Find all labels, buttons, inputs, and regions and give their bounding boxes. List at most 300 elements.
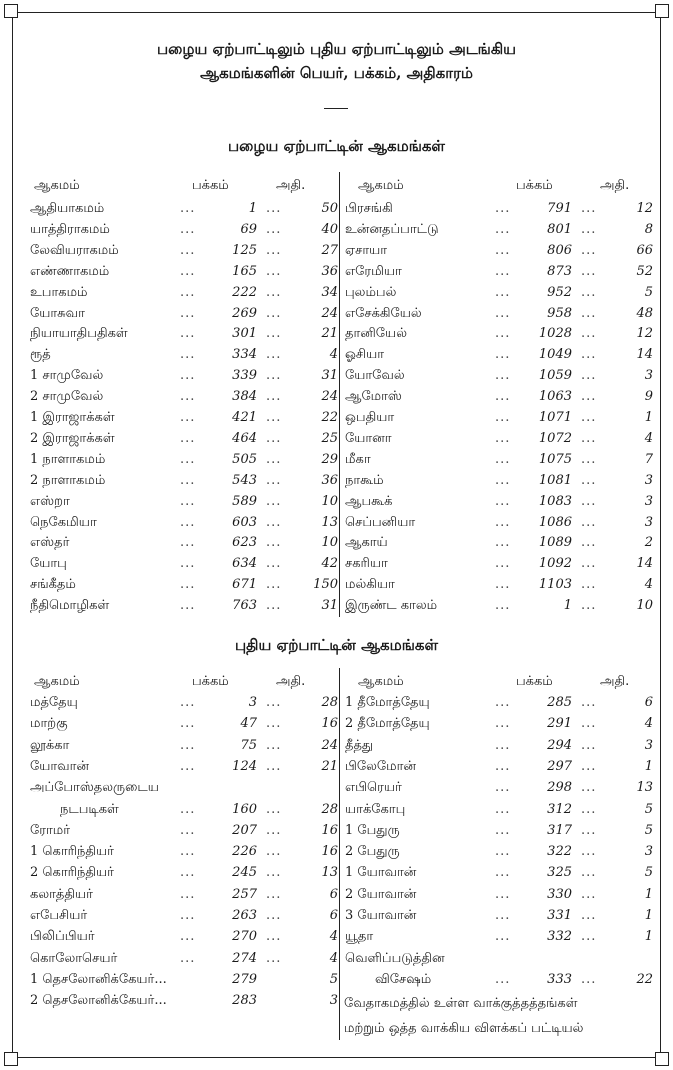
leader-dots: ...: [266, 326, 282, 342]
chapter-count: 1: [644, 886, 653, 902]
table-row: [30, 387, 340, 407]
chapter-count: 52: [636, 263, 653, 279]
leader-dots: ...: [581, 716, 597, 732]
chapter-count: 5: [644, 865, 653, 881]
table-row: [30, 533, 340, 553]
chapter-count: 48: [636, 305, 653, 321]
page-number: 317: [547, 822, 572, 838]
leader-dots: ...: [581, 347, 597, 363]
chapter-count: 27: [321, 242, 338, 258]
leader-dots: ...: [266, 221, 282, 237]
table-row: [30, 408, 340, 428]
leader-dots: ...: [180, 886, 196, 902]
book-name: பிலிப்பியர்: [30, 929, 95, 945]
chapter-count: 40: [321, 221, 338, 237]
leader-dots: ...: [266, 716, 282, 732]
table-row: [30, 949, 340, 969]
page-number: 334: [232, 347, 257, 363]
leader-dots: ...: [266, 758, 282, 774]
header-book: ஆகமம்: [34, 674, 80, 689]
table-row: [345, 821, 655, 841]
leader-dots: ...: [495, 368, 511, 384]
chapter-count: 16: [321, 716, 338, 732]
header-book: ஆகமம்: [358, 674, 404, 689]
book-name: நடபடிகள்: [60, 801, 119, 817]
chapter-count: 3: [644, 368, 653, 384]
leader-dots: ...: [180, 716, 196, 732]
leader-dots: ...: [180, 263, 196, 279]
leader-dots: ...: [266, 472, 282, 488]
table-row: [345, 533, 655, 553]
book-name: 2 இராஜாக்கள்: [30, 430, 115, 446]
page-number: 958: [547, 305, 572, 321]
book-name: ஆதியாகமம்: [30, 201, 105, 216]
table-row: [345, 949, 655, 969]
page-number: 1: [563, 598, 572, 614]
book-name: ஆகாய்: [345, 535, 388, 551]
table-row: [345, 492, 655, 512]
chapter-count: 14: [636, 556, 653, 572]
chapter-count: 3: [644, 472, 653, 488]
book-name: 2 தெசலோனிக்கேயர்...: [30, 993, 167, 1009]
chapter-count: 24: [321, 737, 338, 753]
chapter-count: 29: [321, 451, 338, 467]
header-page: பக்கம்: [192, 178, 229, 193]
leader-dots: ...: [495, 844, 511, 860]
table-row: [345, 283, 655, 303]
leader-dots: ...: [180, 950, 196, 966]
table-row: [30, 693, 340, 713]
page-number: 1028: [538, 326, 572, 342]
page-number: 603: [232, 514, 257, 530]
leader-dots: ...: [495, 556, 511, 572]
chapter-count: 28: [321, 801, 338, 817]
leader-dots: ...: [581, 514, 597, 530]
table-row: [345, 596, 655, 616]
border-corner-top-left: [4, 4, 18, 18]
page-number: 47: [240, 716, 257, 732]
leader-dots: ...: [495, 347, 511, 363]
page-number: 245: [232, 865, 257, 881]
leader-dots: ...: [266, 737, 282, 753]
chapter-count: 3: [644, 844, 653, 860]
leader-dots: ...: [581, 971, 597, 987]
leader-dots: ...: [495, 430, 511, 446]
page-number: 298: [547, 780, 572, 796]
page-number: 806: [547, 242, 572, 258]
page-number: 464: [232, 430, 257, 446]
leader-dots: ...: [581, 758, 597, 774]
page-title-line1: பழைய ஏற்பாட்டிலும் புதிய ஏற்பாட்டிலும் அடங்கிய: [157, 40, 516, 58]
page-number: 1071: [538, 410, 572, 425]
table-header-row: [346, 176, 656, 196]
chapter-count: 22: [321, 410, 338, 425]
chapter-count: 10: [321, 535, 338, 551]
leader-dots: ...: [266, 844, 282, 860]
leader-dots: ...: [495, 263, 511, 279]
book-name: 1 கொரிந்தியர்: [30, 844, 114, 860]
leader-dots: ...: [581, 493, 597, 509]
page-number: 1072: [538, 430, 572, 446]
leader-dots: ...: [581, 844, 597, 860]
leader-dots: ...: [581, 201, 597, 216]
chapter-count: 14: [636, 347, 653, 363]
leader-dots: ...: [180, 389, 196, 405]
leader-dots: ...: [180, 410, 196, 425]
page-number: 505: [232, 451, 257, 467]
leader-dots: ...: [266, 430, 282, 446]
leader-dots: ...: [495, 695, 511, 710]
leader-dots: ...: [581, 695, 597, 710]
page-number: 75: [240, 737, 257, 753]
table-header-row: [346, 672, 656, 692]
chapter-count: 9: [644, 389, 653, 405]
chapter-count: 1: [644, 758, 653, 774]
title-divider: [324, 108, 348, 109]
border-corner-bottom-right: [655, 1052, 669, 1066]
leader-dots: ...: [495, 493, 511, 509]
chapter-count: 150: [313, 577, 338, 593]
table-row: [345, 927, 655, 947]
leader-dots: ...: [495, 221, 511, 237]
leader-dots: ...: [581, 430, 597, 446]
leader-dots: ...: [495, 535, 511, 551]
book-name: எண்ணாகமம்: [30, 263, 110, 279]
chapter-count: 31: [321, 598, 338, 614]
leader-dots: ...: [266, 801, 282, 817]
leader-dots: ...: [266, 598, 282, 614]
chapter-count: 42: [321, 556, 338, 572]
table-row: [30, 262, 340, 282]
page-number: 1049: [538, 347, 572, 363]
page-number: 1: [248, 201, 257, 216]
table-row: [345, 408, 655, 428]
page-number: 283: [232, 993, 257, 1009]
book-name: யாத்திராகமம்: [30, 221, 110, 237]
leader-dots: ...: [266, 556, 282, 572]
table-row: [30, 283, 340, 303]
leader-dots: ...: [581, 780, 597, 796]
book-name: நாகூம்: [345, 472, 384, 488]
book-name: பிலேமோன்: [345, 758, 416, 774]
book-name: நியாயாதிபதிகள்: [30, 326, 128, 342]
leader-dots: ...: [581, 822, 597, 838]
book-name: ஆபகூக்: [345, 493, 393, 509]
leader-dots: ...: [266, 451, 282, 467]
leader-dots: ...: [180, 514, 196, 530]
book-name: 1 தெசலோனிக்கேயர்...: [30, 971, 167, 987]
leader-dots: ...: [495, 780, 511, 796]
chapter-count: 4: [329, 950, 338, 966]
leader-dots: ...: [180, 451, 196, 467]
leader-dots: ...: [495, 758, 511, 774]
page-number: 331: [547, 908, 572, 923]
table-row: [30, 241, 340, 261]
leader-dots: ...: [180, 221, 196, 237]
page-number: 421: [232, 410, 257, 425]
table-row: [30, 714, 340, 734]
leader-dots: ...: [495, 242, 511, 258]
leader-dots: ...: [581, 263, 597, 279]
chapter-count: 10: [321, 493, 338, 509]
book-name: மீகா: [345, 451, 371, 467]
page-number: 3: [248, 695, 257, 710]
leader-dots: ...: [266, 822, 282, 838]
leader-dots: ...: [180, 535, 196, 551]
leader-dots: ...: [581, 865, 597, 881]
leader-dots: ...: [180, 347, 196, 363]
table-row: [345, 906, 655, 926]
table-row: [345, 199, 655, 219]
page-number: 222: [232, 284, 257, 300]
book-name: புலம்பல்: [345, 284, 397, 300]
chapter-count: 21: [321, 758, 338, 774]
leader-dots: ...: [495, 716, 511, 732]
border-corner-top-right: [655, 4, 669, 18]
chapter-count: 16: [321, 844, 338, 860]
chapter-count: 5: [644, 284, 653, 300]
chapter-count: 5: [644, 822, 653, 838]
table-row: [345, 220, 655, 240]
leader-dots: ...: [581, 908, 597, 923]
book-name: யோனா: [345, 430, 392, 446]
book-name: ஓசியா: [345, 347, 385, 363]
table-row: [30, 345, 340, 365]
leader-dots: ...: [180, 284, 196, 300]
page-number: 1063: [538, 389, 572, 405]
leader-dots: ...: [266, 535, 282, 551]
leader-dots: ...: [266, 284, 282, 300]
book-name: 1 தீமோத்தேயு: [345, 695, 430, 710]
leader-dots: ...: [266, 695, 282, 710]
leader-dots: ...: [266, 242, 282, 258]
book-name: எஸ்றா: [30, 493, 70, 509]
chapter-count: 21: [321, 326, 338, 342]
book-name: யோவான்: [30, 758, 90, 774]
chapter-count: 22: [636, 971, 653, 987]
leader-dots: ...: [180, 577, 196, 593]
table-row: [30, 471, 340, 491]
leader-dots: ...: [581, 801, 597, 817]
chapter-count: 7: [644, 451, 653, 467]
table-row: [30, 906, 340, 926]
leader-dots: ...: [180, 368, 196, 384]
page-number: 339: [232, 368, 257, 384]
table-row: [345, 366, 655, 386]
leader-dots: ...: [495, 598, 511, 614]
chapter-count: 3: [644, 493, 653, 509]
leader-dots: ...: [266, 389, 282, 405]
table-row: [30, 554, 340, 574]
table-row: [30, 821, 340, 841]
book-name: எபேசியர்: [30, 908, 88, 923]
page-number: 269: [232, 305, 257, 321]
header-chapter: அதி.: [600, 674, 630, 689]
chapter-count: 13: [321, 514, 338, 530]
page-number: 330: [547, 886, 572, 902]
chapter-count: 13: [636, 780, 653, 796]
leader-dots: ...: [266, 347, 282, 363]
table-row: [30, 450, 340, 470]
chapter-count: 28: [321, 695, 338, 710]
book-name: யோபு: [30, 556, 67, 572]
table-row: [30, 778, 340, 798]
page-number: 285: [547, 695, 572, 710]
table-row: [345, 304, 655, 324]
chapter-count: 50: [321, 201, 338, 216]
table-row: [30, 842, 340, 862]
book-name: கலாத்தியர்: [30, 886, 93, 902]
leader-dots: ...: [495, 451, 511, 467]
leader-dots: ...: [495, 410, 511, 425]
chapter-count: 2: [644, 535, 653, 551]
leader-dots: ...: [495, 822, 511, 838]
page-number: 384: [232, 389, 257, 405]
leader-dots: ...: [266, 201, 282, 216]
leader-dots: ...: [180, 242, 196, 258]
table-row: [30, 492, 340, 512]
leader-dots: ...: [581, 737, 597, 753]
table-header-row: [22, 176, 332, 196]
book-name: நெகேமியா: [30, 514, 97, 530]
leader-dots: ...: [266, 929, 282, 945]
leader-dots: ...: [581, 326, 597, 342]
leader-dots: ...: [495, 737, 511, 753]
header-page: பக்கம்: [516, 674, 553, 689]
page-number: 589: [232, 493, 257, 509]
page-number: 270: [232, 929, 257, 945]
table-row: [30, 991, 340, 1011]
table-row: [345, 387, 655, 407]
book-name: ரூத்: [30, 347, 51, 363]
leader-dots: ...: [180, 472, 196, 488]
book-name: ஏசாயா: [345, 242, 388, 258]
leader-dots: ...: [266, 950, 282, 966]
page-number: 124: [232, 758, 257, 774]
table-row: [30, 596, 340, 616]
table-row: [30, 757, 340, 777]
page-number: 543: [232, 472, 257, 488]
book-name: அப்போஸ்தலருடைய: [30, 780, 159, 796]
book-name: வெளிப்படுத்தின: [345, 950, 445, 966]
chapter-count: 3: [329, 993, 338, 1009]
chapter-count: 66: [636, 242, 653, 258]
leader-dots: ...: [495, 472, 511, 488]
table-row: [30, 199, 340, 219]
page-number: 207: [232, 822, 257, 838]
leader-dots: ...: [581, 929, 597, 945]
chapter-count: 4: [644, 430, 653, 446]
chapter-count: 24: [321, 305, 338, 321]
book-name: உன்னதப்பாட்டு: [345, 221, 439, 237]
header-page: பக்கம்: [192, 674, 229, 689]
book-name: செப்பனியா: [345, 514, 416, 530]
page-number: 332: [547, 929, 572, 945]
leader-dots: ...: [495, 514, 511, 530]
page-number: 312: [547, 801, 572, 817]
book-name: யோவேல்: [345, 368, 405, 384]
leader-dots: ...: [180, 556, 196, 572]
book-name: மத்தேயு: [30, 695, 78, 710]
leader-dots: ...: [180, 305, 196, 321]
page-number: 791: [547, 201, 572, 216]
page-number: 279: [232, 971, 257, 987]
leader-dots: ...: [266, 514, 282, 530]
leader-dots: ...: [495, 801, 511, 817]
book-name: யோசுவா: [30, 305, 85, 321]
book-name: விசேஷம்: [375, 971, 432, 987]
leader-dots: ...: [581, 305, 597, 321]
leader-dots: ...: [581, 472, 597, 488]
chapter-count: 36: [321, 263, 338, 279]
page-number: 1081: [538, 472, 572, 488]
book-name: எஸ்தர்: [30, 535, 70, 551]
page-number: 69: [240, 221, 257, 237]
page-number: 322: [547, 844, 572, 860]
page-number: 1075: [538, 451, 572, 467]
table-row: [345, 885, 655, 905]
table-row: [345, 970, 655, 990]
leader-dots: ...: [180, 822, 196, 838]
table-row: [345, 554, 655, 574]
book-name: ஒபதியா: [345, 410, 395, 425]
book-name: ரோமர்: [30, 822, 70, 838]
book-name: 1 பேதுரு: [345, 822, 400, 838]
leader-dots: ...: [180, 430, 196, 446]
leader-dots: ...: [180, 758, 196, 774]
leader-dots: ...: [495, 908, 511, 923]
book-name: 2 நாளாகமம்: [30, 472, 106, 488]
page-number: 125: [232, 242, 257, 258]
book-name: 2 தீமோத்தேயு: [345, 716, 430, 732]
table-row: [30, 304, 340, 324]
header-chapter: அதி.: [276, 674, 306, 689]
leader-dots: ...: [581, 389, 597, 405]
chapter-count: 5: [329, 971, 338, 987]
leader-dots: ...: [495, 305, 511, 321]
leader-dots: ...: [266, 493, 282, 509]
page-number: 623: [232, 535, 257, 551]
leader-dots: ...: [180, 929, 196, 945]
table-row: [30, 220, 340, 240]
leader-dots: ...: [495, 577, 511, 593]
book-name: 2 யோவான்: [345, 886, 417, 902]
book-name: 1 நாளாகமம்: [30, 451, 106, 467]
book-name: 1 சாமுவேல்: [30, 368, 104, 384]
chapter-count: 16: [321, 822, 338, 838]
book-name: சங்கீதம்: [30, 577, 76, 593]
book-name: நீதிமொழிகள்: [30, 598, 110, 614]
leader-dots: ...: [495, 389, 511, 405]
leader-dots: ...: [180, 201, 196, 216]
chapter-count: 4: [644, 577, 653, 593]
leader-dots: ...: [266, 577, 282, 593]
table-row: [345, 693, 655, 713]
promises-note-line1: வேதாகமத்தில் உள்ள வாக்குத்தத்தங்கள்: [344, 996, 578, 1011]
table-row: [345, 778, 655, 798]
chapter-count: 31: [321, 368, 338, 384]
book-name: உபாகமம்: [30, 284, 88, 300]
table-row: [345, 345, 655, 365]
chapter-count: 1: [644, 908, 653, 923]
table-row: [30, 736, 340, 756]
page-number: 325: [547, 865, 572, 881]
book-name: இருண்ட காலம்: [345, 598, 438, 614]
leader-dots: ...: [581, 577, 597, 593]
border-corner-bottom-left: [4, 1052, 18, 1066]
chapter-count: 34: [321, 284, 338, 300]
header-page: பக்கம்: [516, 178, 553, 193]
